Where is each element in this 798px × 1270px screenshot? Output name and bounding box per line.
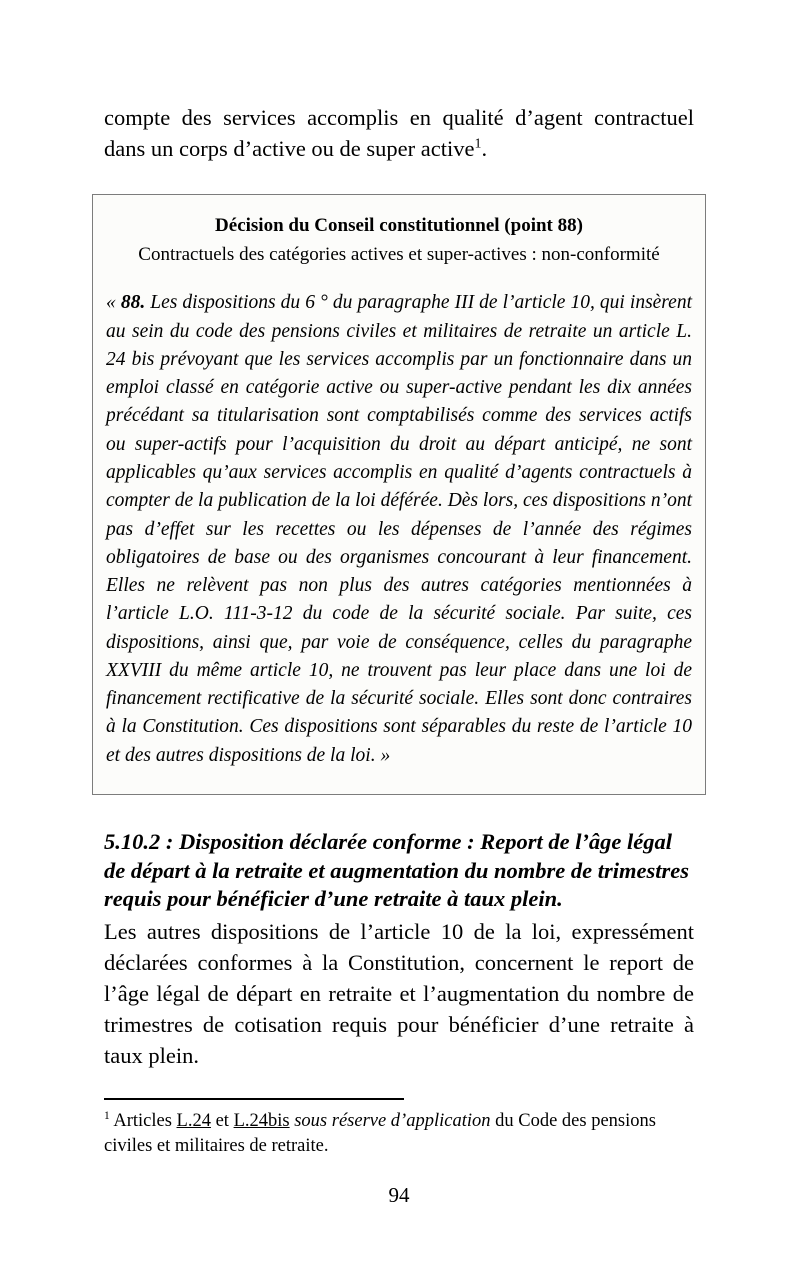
footnote-part-3: du Code des pensions civiles et militaires de retraite. xyxy=(104,1110,656,1157)
footnote-link-l24[interactable]: L.24 xyxy=(176,1110,211,1131)
decision-quote xyxy=(106,289,692,770)
decision-box xyxy=(92,194,706,795)
decision-box-subtitle: Contractuels des catégories actives et super-actives : non-conformité xyxy=(138,243,660,265)
intro-text: compte des services accomplis en qualité d’agent contractuel dans un corps d’active ou de super active xyxy=(104,105,694,162)
intro-paragraph xyxy=(104,102,694,164)
intro-period: . xyxy=(481,136,488,162)
decision-box-title: Décision du Conseil constitutionnel (point 88) xyxy=(215,215,583,237)
footnote-reference: 1 xyxy=(474,136,482,152)
quote-open-mark: « xyxy=(106,292,121,314)
quote-point-number: 88. xyxy=(120,292,146,314)
footnote-number: 1 xyxy=(104,1109,110,1122)
footnote-part-2: et xyxy=(210,1110,234,1131)
footnote-part-1: Articles xyxy=(109,1110,177,1131)
footnote-link-l24bis[interactable]: L.24bis xyxy=(233,1110,290,1131)
footnote-italic-text: sous réserve d’application xyxy=(289,1110,491,1131)
section-heading: 5.10.2 : Disposition déclarée conforme : Report de l’âge légal de départ à la retraite et augmentation du nombre de trimestres requis pour bénéficier d’une retraite à taux plein. xyxy=(104,828,689,912)
section-body-paragraph: Les autres dispositions de l’article 10 de la loi, expressément déclarées conformes à la Constitution, concernent le report de l’âge légal de départ en retraite et l’augmentation du nombre de trimestres de cotisation requis pour bénéficier d’une retraite à taux plein. xyxy=(104,919,694,1069)
footnote-text xyxy=(104,1109,694,1160)
page-number: 94 xyxy=(388,1183,410,1207)
quote-body-text: Les dispositions du 6 ° du paragraphe III de l’article 10, qui insèrent au sein du code des pensions civiles et militaires de retraite un article L. 24 bis prévoyant que les services accomplis par un fonctionnaire dans un emploi classé en catégorie active ou super-active pendant les dix années précédant sa titularisation sont comptabilisés comme des services actifs ou super-actifs pour l’acquisition du droit au départ anticipé, ne sont applicables qu’aux services accomplis en qualité d’agents contractuels à compter de la publication de la loi déférée. Dès lors, ces dispositions n’ont pas d’effet sur les recettes ou les dépenses de l’année des régimes obligatoires de base ou des organismes concourant à leur financement. Elles ne relèvent pas non plus des autres catégories mentionnées à l’article L.O. 111-3-12 du code de la sécurité sociale. Par suite, ces dispositions, ainsi que, par voie de conséquence, celles du paragraphe XXVIII du même article 10, ne trouvent pas leur place dans une loi de financement rectificative de la sécurité sociale. Elles sont donc contraires à la Constitution. Ces dispositions sont séparables du reste de l’article 10 et des autres dispositions de la loi. » xyxy=(106,292,692,766)
footnote-separator-rule xyxy=(104,1098,404,1100)
